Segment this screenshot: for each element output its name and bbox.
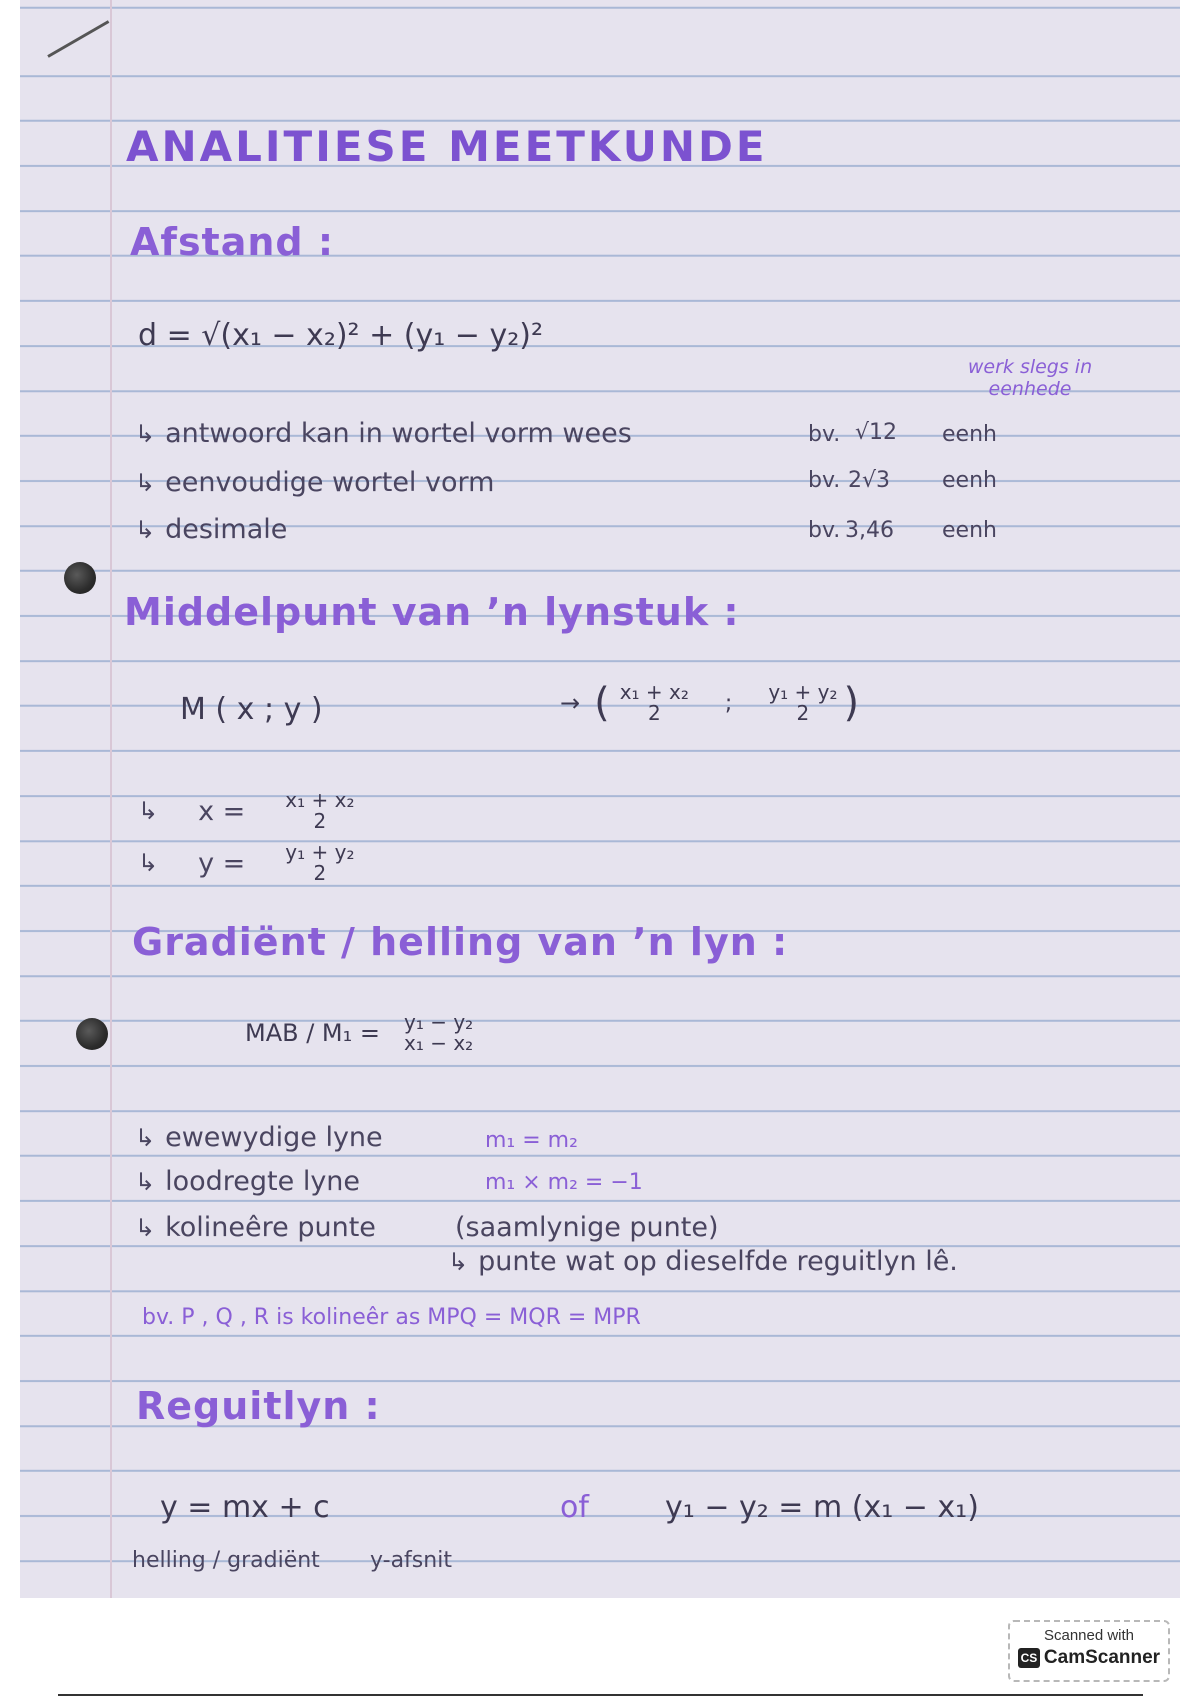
punch-hole: [64, 562, 96, 594]
units-note: werk slegs in eenhede: [967, 356, 1093, 400]
list-item: ↳ ewewydige lyne: [135, 1122, 383, 1153]
arrow-icon: ↳: [135, 469, 156, 497]
distance-formula: d = √(x₁ − x₂)² + (y₁ − y₂)²: [138, 318, 543, 353]
rule-text: m₁ = m₂: [485, 1128, 578, 1153]
example-unit: eenh: [942, 422, 997, 447]
notebook-page: [20, 0, 1180, 1598]
numerator: x₁ + x₂: [619, 680, 689, 704]
numerator: y₁ + y₂: [768, 680, 838, 704]
example-prefix: bv.: [808, 422, 841, 447]
list-item: ↳ antwoord kan in wortel vorm wees: [135, 418, 632, 449]
fraction: [620, 682, 689, 724]
list-item: ↳ desimale: [135, 514, 288, 545]
separator: ;: [724, 690, 733, 716]
gradient-lhs: MAB / M₁ =: [245, 1019, 380, 1047]
denominator: 2: [313, 861, 327, 885]
arrow-icon: ↳: [135, 1124, 156, 1152]
subnote: punte wat op dieselfde reguitlyn lê.: [478, 1246, 958, 1277]
bottom-rule: [58, 1694, 1143, 1696]
arrow-icon: ↳: [135, 516, 156, 544]
midpoint-notation: M ( x ; y ): [180, 692, 323, 727]
page-title: ANALITIESE MEETKUNDE: [126, 122, 768, 171]
camscanner-logo-icon: CS: [1018, 1648, 1040, 1668]
numerator: y₁ − y₂: [404, 1010, 474, 1034]
list-item: ↳ loodregte lyne: [135, 1166, 361, 1197]
list-item: ↳ kolineêre punte: [135, 1212, 376, 1243]
midpoint-x-line: [138, 790, 354, 832]
or-text: of: [560, 1490, 589, 1525]
scan-badge-brand-row: [1010, 1647, 1168, 1669]
punch-hole: [76, 1018, 108, 1050]
x-label: x =: [198, 795, 246, 827]
subnote-line: [448, 1246, 958, 1277]
fraction: [285, 790, 354, 832]
example-prefix: bv.: [808, 518, 841, 543]
heading-afstand: Afstand :: [130, 220, 335, 264]
line-formula: y = mx + c: [160, 1490, 330, 1525]
scan-badge: [1008, 1620, 1170, 1682]
example-value: 3,46: [845, 518, 894, 543]
fraction: [768, 682, 837, 724]
fraction: [404, 1012, 473, 1054]
gradient-formula: [245, 1012, 473, 1054]
example-value: √12: [855, 420, 898, 445]
label-gradient: helling / gradiënt: [132, 1548, 320, 1573]
heading-middelpunt: Middelpunt van ʼn lynstuk :: [124, 590, 740, 634]
y-label: y =: [198, 847, 246, 879]
collinear-example: bv. P , Q , R is kolineêr as MPQ = MQR = MPR: [142, 1305, 641, 1330]
point-gradient-formula: y₁ − y₂ = m (x₁ − x₁): [665, 1490, 979, 1525]
heading-reguitlyn: Reguitlyn :: [136, 1384, 381, 1428]
scan-badge-brand: CamScanner: [1043, 1647, 1161, 1668]
pencil-mark: [47, 20, 109, 58]
midpoint-y-line: [138, 842, 354, 884]
example-value: 2√3: [848, 468, 891, 493]
arrow-icon: ↳: [135, 420, 156, 448]
label-intercept: y-afsnit: [370, 1548, 452, 1573]
list-item: ↳ eenvoudige wortel vorm: [135, 467, 495, 498]
midpoint-formula: [560, 680, 859, 726]
rule-text: (saamlynige punte): [455, 1212, 719, 1243]
numerator: x₁ + x₂: [285, 788, 355, 812]
open-paren: (: [594, 680, 610, 726]
denominator: 2: [796, 701, 810, 725]
denominator: x₁ − x₂: [404, 1031, 474, 1055]
fraction: [285, 842, 354, 884]
example-unit: eenh: [942, 468, 997, 493]
rule-text: m₁ × m₂ = −1: [485, 1170, 643, 1195]
close-paren: ): [843, 680, 860, 726]
arrow-icon: ↳: [138, 849, 159, 877]
scan-badge-top: Scanned with: [1043, 1627, 1135, 1644]
arrow-icon: ↳: [135, 1168, 156, 1196]
numerator: y₁ + y₂: [285, 840, 355, 864]
arrow-icon: ↳: [448, 1247, 469, 1276]
arrow-icon: ↳: [135, 1214, 156, 1242]
denominator: 2: [647, 701, 661, 725]
heading-gradient: Gradiënt / helling van ʼn lyn :: [132, 920, 789, 964]
example-prefix: bv.: [808, 468, 841, 493]
arrow-icon: ↳: [138, 797, 159, 825]
arrow-icon: →: [560, 689, 581, 717]
denominator: 2: [313, 809, 327, 833]
example-unit: eenh: [942, 518, 997, 543]
margin-line: [110, 0, 112, 1598]
